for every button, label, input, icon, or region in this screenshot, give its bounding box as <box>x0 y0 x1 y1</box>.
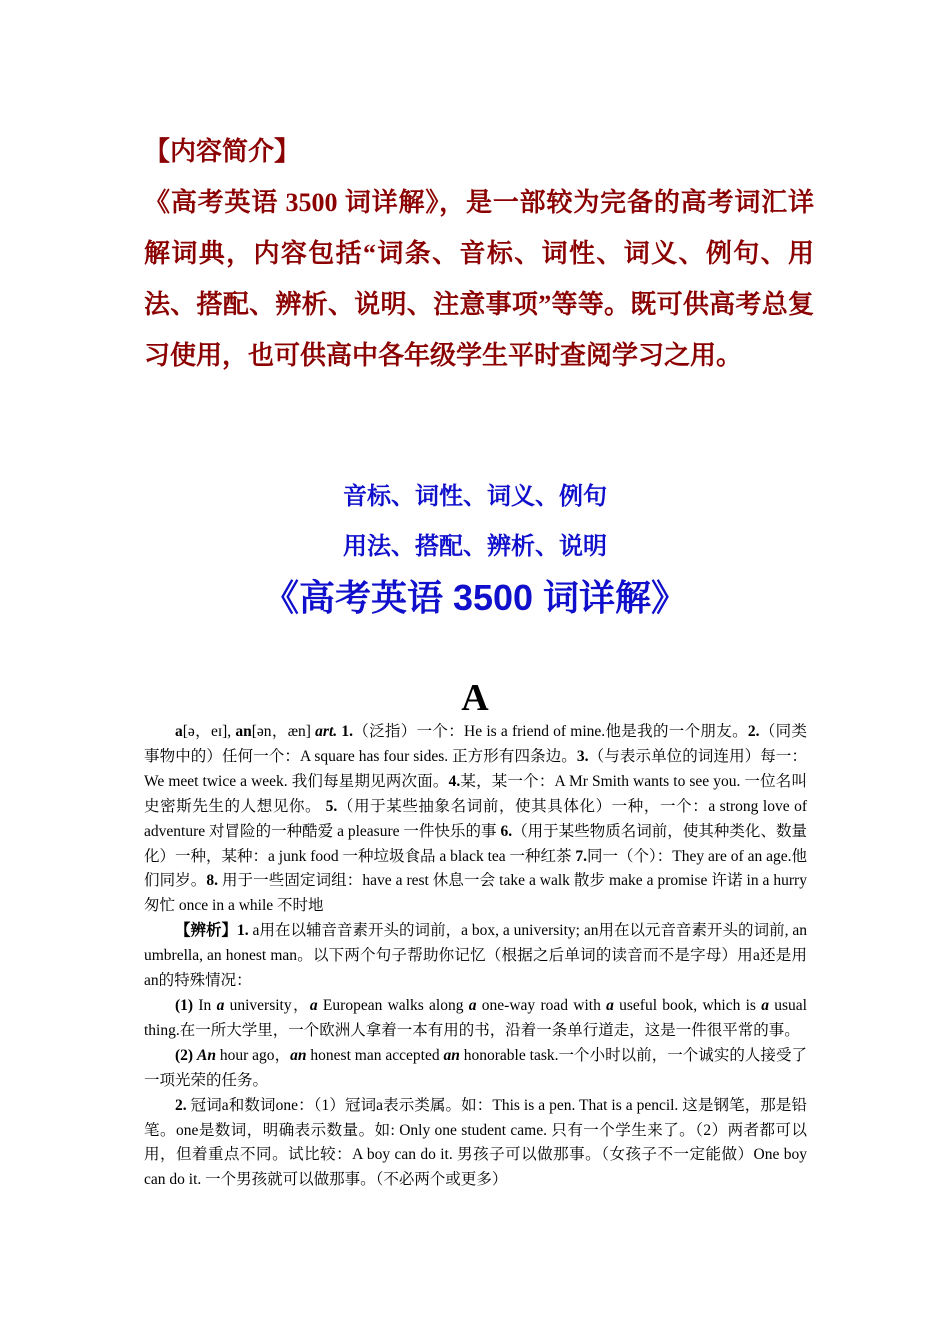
book-title: 《高考英语 3500 词详解》 <box>262 577 688 618</box>
article-highlight: a <box>309 996 318 1014</box>
article-highlight: a <box>468 996 477 1014</box>
analysis-example-2 <box>144 1044 807 1094</box>
example-text: In <box>193 996 217 1014</box>
sense-number: 6. <box>500 822 513 840</box>
subtitle-line-2: 用法、搭配、辨析、说明 <box>343 534 607 560</box>
analysis-point-1 <box>144 919 807 994</box>
example-text: university， <box>224 996 310 1014</box>
phonetic-a: [ə，eɪ] <box>182 723 228 740</box>
example-text: honest man accepted <box>306 1046 444 1064</box>
article-highlight: a <box>606 996 614 1014</box>
example-number: (1) <box>175 996 194 1014</box>
sense-text: （用于某些抽象名词前，使其具体化）一种，一个：a strong love of adventure 对冒险的一种酷爱 a pleasure 一件快乐的事 <box>144 797 807 840</box>
analysis-text: a用在以辅音音素开头的词前，a box, a university; an用在以元音音素开头的词前, an umbrella, an honest man。以下两个句子帮助你记忆（根据之后单词的读音而不是字母）用a还是用an的特殊情况： <box>144 922 807 990</box>
sense-text: （泛指）一个：He is a friend of mine.他是我的一个朋友。 <box>352 723 748 740</box>
article-highlight: a <box>761 996 769 1014</box>
entry-definitions <box>144 720 807 919</box>
intro-heading: 【内容简介】 <box>144 137 301 166</box>
sense-number: 4. <box>448 772 461 790</box>
analysis-number: 1. <box>237 922 249 940</box>
sense-number: 8. <box>206 872 219 890</box>
example-text: hour ago， <box>215 1046 291 1064</box>
section-letter: A <box>461 677 489 719</box>
sense-text: （同类事物中的）任何一个：A square has four sides. 正方形有四条边。 <box>144 723 807 765</box>
intro-section <box>144 126 814 381</box>
headword-a: a <box>175 723 183 740</box>
example-text: useful book, which is <box>613 996 762 1014</box>
sense-text: （与表示单位的词连用）每一：We meet twice a week. 我们每星期见两次面。 <box>144 747 807 790</box>
sense-number: 1. <box>341 723 353 740</box>
example-text: one-way road with <box>476 996 607 1014</box>
sense-number: 7. <box>575 847 588 865</box>
phonetic-an: [ən，æn] <box>251 723 311 740</box>
sense-text: （用于某些物质名词前，使其种类化、数量化）一种，某种：a junk food 一种垃圾食品 a black tea 一种红茶 <box>144 822 807 865</box>
intro-body: 《高考英语 3500 词详解》，是一部较为完备的高考词汇详解词典，内容包括“词条、音标、词性、词义、例句、用法、搭配、辨析、说明、注意事项”等等。既可供高考总复习使用，也可供高中各年级学生平时查阅学习之用。 <box>144 188 814 370</box>
analysis-label: 【辨析】 <box>175 922 238 940</box>
article-highlight: an <box>290 1046 307 1064</box>
analysis-point-2 <box>144 1094 807 1194</box>
example-text: European walks along <box>317 996 469 1014</box>
analysis-number: 2. <box>175 1096 187 1114</box>
sense-number: 5. <box>325 797 338 815</box>
sense-text: 某，某一个：A Mr Smith wants to see you. 一位名叫史密斯先生的人想见你。 <box>144 772 807 815</box>
analysis-text: 冠词a和数词one：（1）冠词a表示类属。如：This is a pen. That is a pencil. 这是钢笔，那是铅笔。one是数词，明确表示数量。如: Only one student came. 只有一个学生来了。（2）两者都可以用，但着重点不同。试比较：A boy can do it. 男孩子可以做那事。（女孩子不一定能做）One boy can do it. 一个男孩就可以做那事。（不必两个或更多） <box>144 1096 807 1189</box>
sense-number: 2. <box>747 723 760 740</box>
article-highlight: an <box>443 1046 460 1064</box>
article-highlight: a <box>216 996 225 1014</box>
article-highlight: An <box>196 1046 216 1064</box>
sense-text: 同一（个）：They are of an age.他们同岁。 <box>144 847 807 890</box>
analysis-example-1 <box>144 994 807 1044</box>
subtitle-line-1: 音标、词性、词义、例句 <box>343 484 607 510</box>
example-text: honorable task.一个小时以前，一个诚实的人接受了一项光荣的任务。 <box>144 1046 807 1089</box>
example-number: (2) <box>175 1046 194 1064</box>
dictionary-entry <box>144 720 807 1193</box>
headword-an: an <box>235 723 252 740</box>
sense-number: 3. <box>576 747 589 765</box>
part-of-speech: art. <box>315 723 338 740</box>
example-text: usual thing.在一所大学里，一个欧洲人拿着一本有用的书，沿着一条单行道走，这是一件很平常的事。 <box>144 996 807 1039</box>
sense-text: 用于一些固定词组：have a rest 休息一会 take a walk 散步 make a promise 许诺 in a hurry 匆忙 once in a while 不时地 <box>144 872 807 915</box>
separator: , <box>227 723 236 740</box>
